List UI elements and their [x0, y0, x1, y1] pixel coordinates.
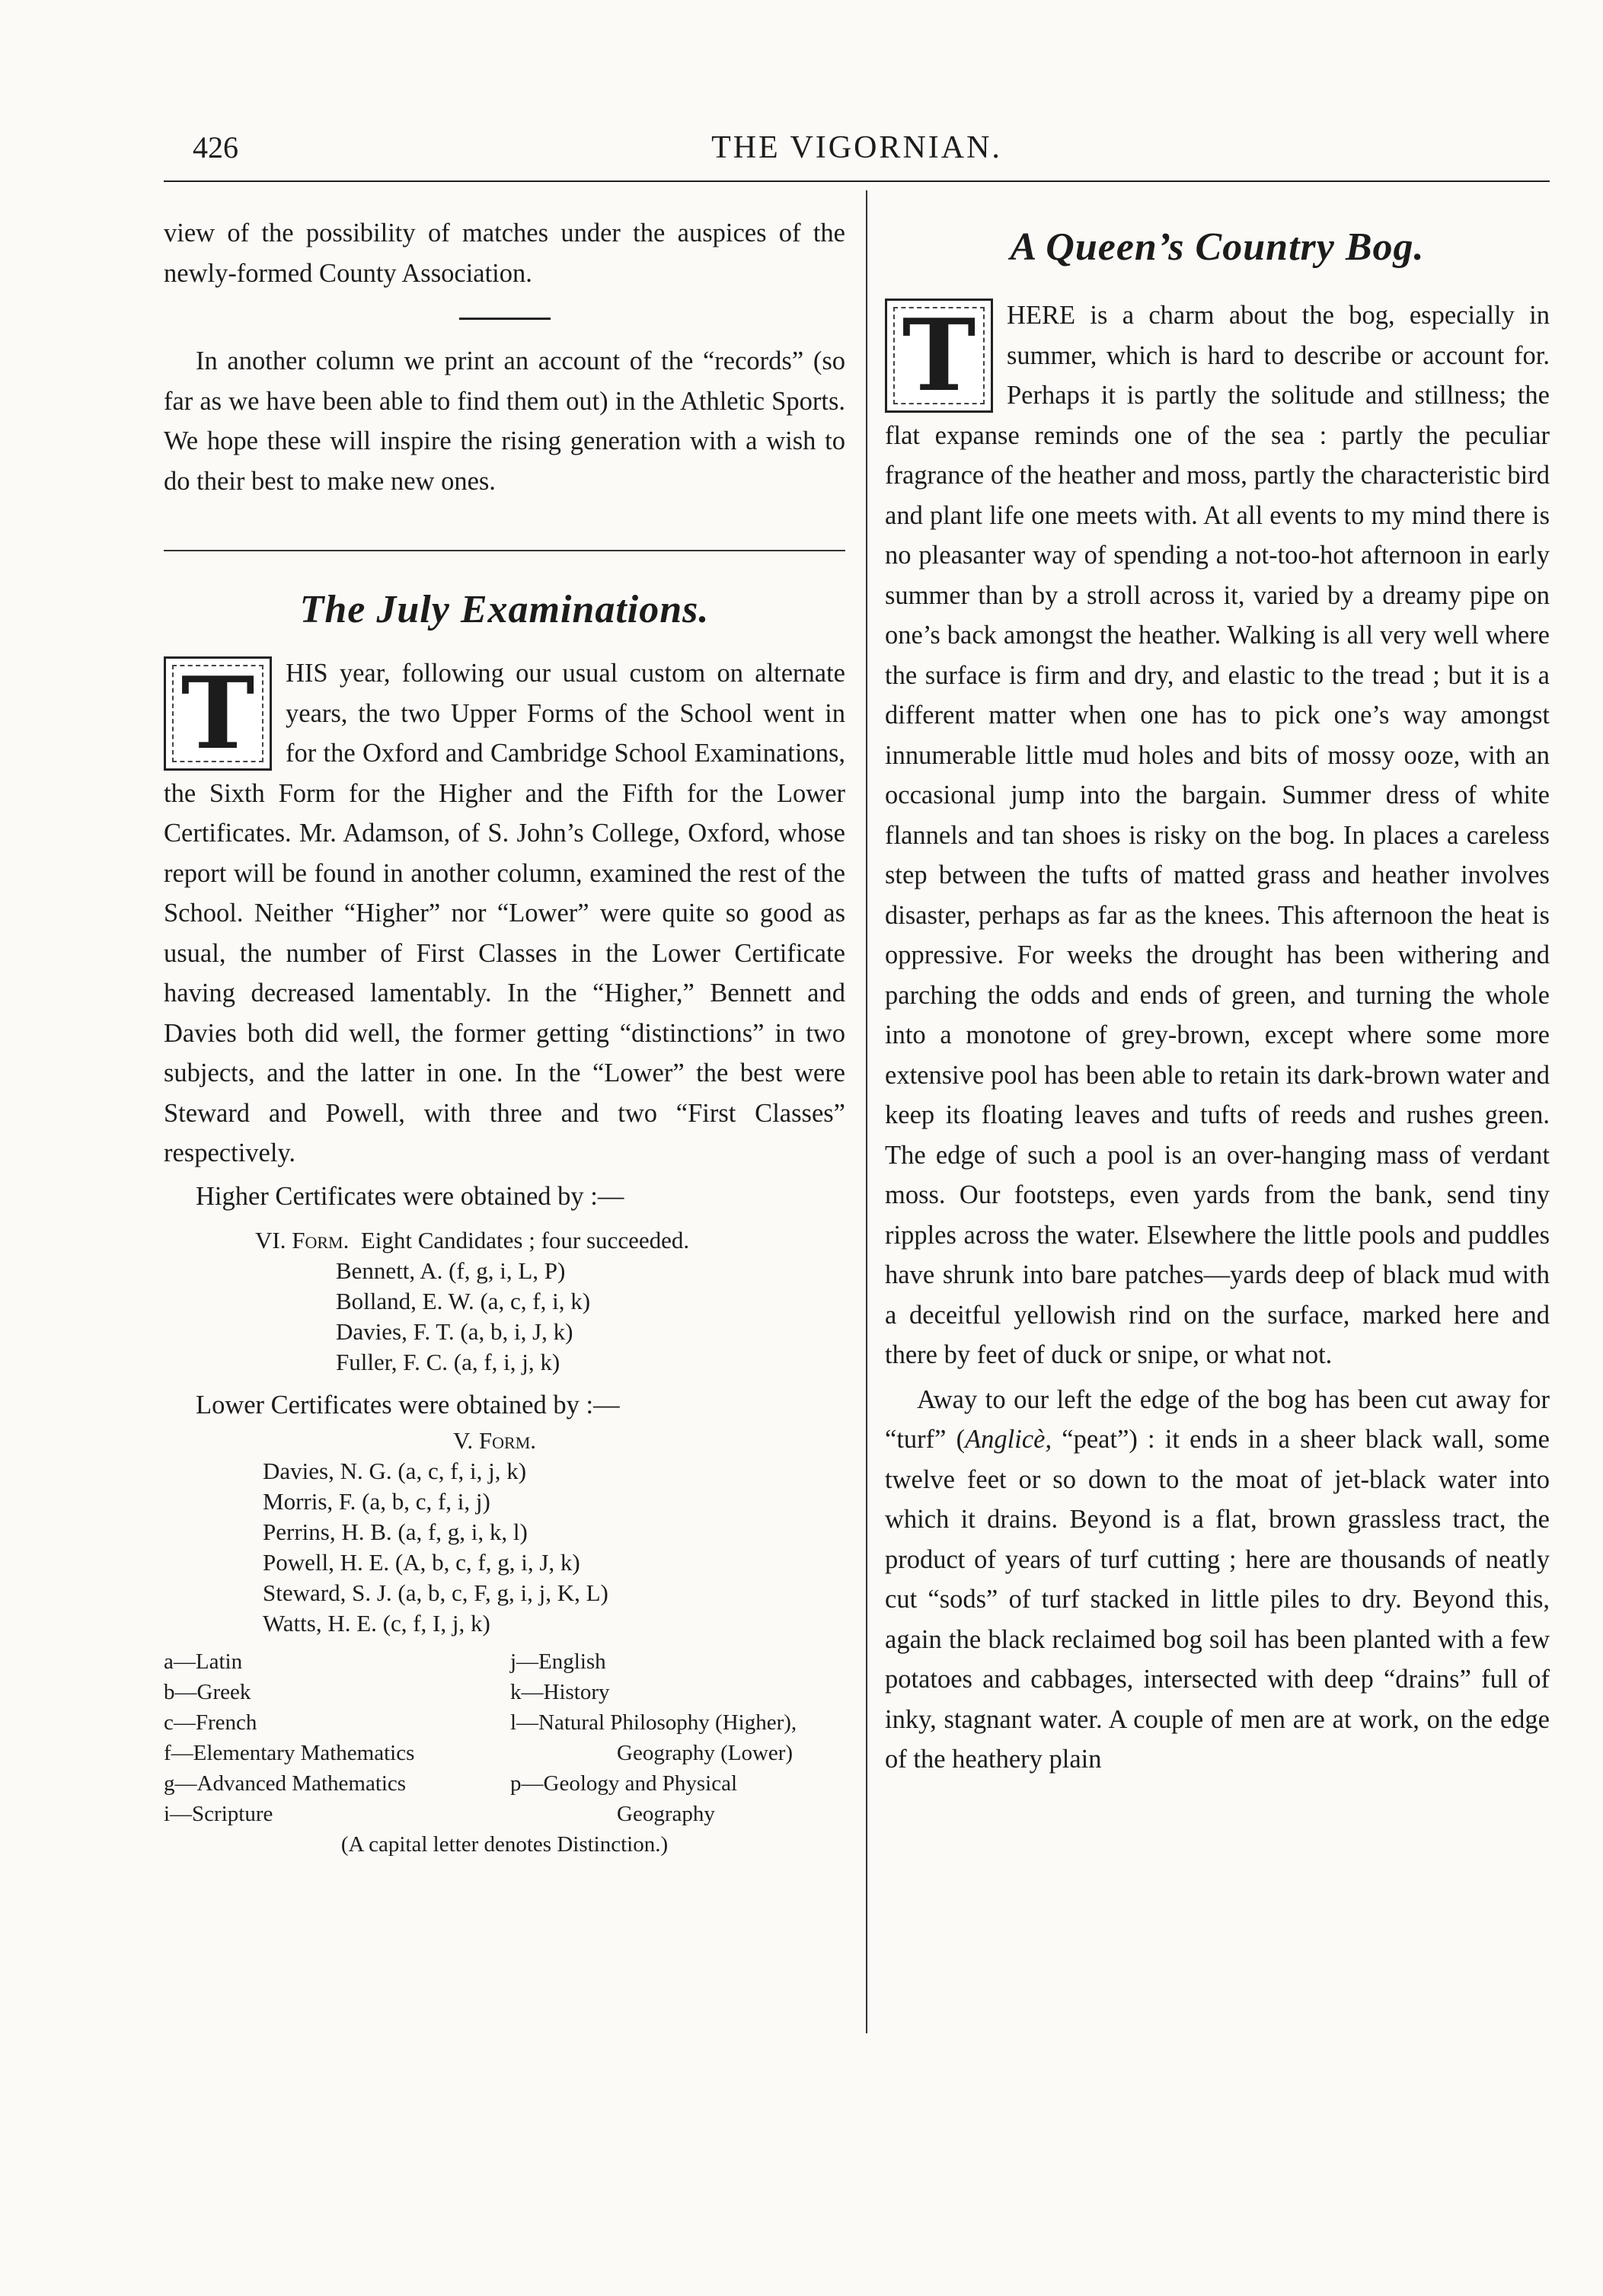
key-item: g—Advanced Mathematics [164, 1771, 407, 1796]
continued-paragraph: view of the possibility of matches under the auspices of the newly-formed County Association. [164, 219, 845, 288]
dropcap-letter: T [902, 297, 976, 414]
key-item: p—Geology and Physical [510, 1771, 738, 1796]
vi-form-label: VI. Form. [255, 1227, 350, 1253]
column-divider [866, 190, 867, 2033]
records-paragraph: In another column we print an account of the “records” (so far as we have been able to find them out) in the Athletic Sports. We hope these will inspire the rising generation with a wish to do their best to make new ones. [164, 346, 845, 496]
list-item: Perrins, H. B. (a, f, g, i, k, l) [263, 1518, 528, 1545]
bog-paragraph-1-text: HERE is a charm about the bog, especially in summer, which is hard to describe or account for. Perhaps it is partly the solitude and stillness; the flat expanse reminds one of the sea : partly the peculiar fragrance of the heather and moss, partly the characteristic bird and plant life one meets with. At all events to my mind there is no pleasanter way of spending a not-too-hot afternoon in early summer than by a stroll across it, varied by a dreamy pipe on one’s back amongst the heather. Walking is all very well where the surface is firm and dry, and elastic to the tread ; but it is a different matter when one has to pick one’s way amongst innumerable little mud holes and bits of mossy ooze, with an occasional jump into the bargain. Summer dress of white flannels and tan shoes is risky on the bog. In places a careless step between the tufts of matted grass and heather involves disaster, perhaps as far as the knees. This afternoon the heat is oppressive. For weeks the drought has been withering and parching the odds and ends of green, and turning the whole into a monotone of grey-brown, except where some more extensive pool has been able to retain its dark-brown water and keep its floating leaves and tufts of reeds and rushes green. The edge of such a pool is an over-hanging mass of verdant moss. Our footsteps, even yards from the bank, send tiny ripples across the water. Elsewhere the little pools and puddles have shrunk into bare patches—yards deep of black mud with a deceitful yellowish rind on the surface, marked here and there by feet of duck or snipe, or what not. [885, 301, 1550, 1369]
section-divider [164, 550, 845, 551]
dropcap-ornament [885, 299, 993, 413]
bog-paragraph-2 [885, 1380, 1550, 1780]
list-item: Bolland, E. W. (a, c, f, i, k) [336, 1288, 591, 1314]
list-item: Davies, N. G. (a, c, f, i, j, k) [263, 1457, 527, 1484]
vi-form-note: Eight Candidates ; four succeeded. [360, 1227, 690, 1253]
section-short-rule [459, 318, 551, 320]
key-item: i—Scripture [164, 1801, 273, 1826]
key-item: f—Elementary Mathematics [164, 1740, 415, 1765]
list-item: Morris, F. (a, b, c, f, i, j) [263, 1487, 490, 1515]
page-number: 426 [193, 130, 238, 164]
key-item: j—English [510, 1649, 606, 1674]
subject-key [164, 1646, 845, 1829]
bog-paragraph-1 [885, 295, 1550, 1375]
key-item: l—Natural Philosophy (Higher), [510, 1710, 797, 1735]
list-item: Bennett, A. (f, g, i, L, P) [336, 1257, 566, 1284]
subject-key-right [510, 1646, 845, 1829]
lower-results [164, 1426, 845, 1639]
left-column [164, 213, 845, 1860]
key-item: a—Latin [164, 1649, 243, 1674]
header-rule [164, 180, 1550, 182]
key-item: k—History [510, 1679, 610, 1704]
right-column [885, 213, 1550, 1780]
higher-intro: Higher Certificates were obtained by :— [196, 1181, 624, 1211]
dropcap-letter: T [180, 655, 255, 771]
running-title: THE VIGORNIAN. [711, 130, 1002, 165]
para2-anglice: Anglicè, [965, 1425, 1052, 1454]
dropcap-ornament [164, 656, 272, 771]
distinction-note: (A capital letter denotes Distinction.) [340, 1831, 669, 1857]
list-item: Davies, F. T. (a, b, i, J, k) [336, 1318, 573, 1345]
exam-paragraph [164, 653, 845, 1174]
vi-form-line [164, 1225, 845, 1256]
key-item: b—Greek [164, 1679, 251, 1704]
article-heading-bog: A Queen’s Country Bog. [1010, 225, 1425, 269]
list-item: Powell, H. E. (A, b, c, f, g, i, J, k) [263, 1548, 580, 1576]
subject-key-left [164, 1646, 484, 1829]
v-form-label: V. Form. [453, 1426, 537, 1454]
lower-intro: Lower Certificates were obtained by :— [196, 1391, 620, 1419]
article-heading-examinations: The July Examinations. [299, 588, 710, 631]
key-item-continued: Geography [617, 1801, 715, 1826]
list-item: Fuller, F. C. (a, f, i, j, k) [336, 1349, 560, 1375]
key-item: c—French [164, 1710, 257, 1735]
para2-text-b: “peat”) : it ends in a sheer black wall, some twelve feet or so down to the moat of jet-black water into which it drains. Beyond is a flat, brown grassless tract, the product of years of turf cutting ; here are thousands of neatly cut “sods” of turf stacked in little piles to dry. Beyond this, again the black reclaimed bog soil has been planted with a few potatoes and cabbages, intersected with deep “drains” full of inky, stagnant water. A couple of men are at work, on the edge of the heathery plain [885, 1425, 1550, 1774]
key-item-continued: Geography (Lower) [617, 1740, 794, 1765]
exam-paragraph-text: HIS year, following our usual custom on alternate years, the two Upper Forms of the School went in for the Oxford and Cambridge School Examinations, the Sixth Form for the Higher and the Fifth for the Lower Certificates. Mr. Adamson, of S. John’s College, Oxford, whose report will be found in another column, examined the rest of the School. Neither “Higher” nor “Lower” were quite so good as usual, the number of First Classes in the Lower Certificate having decreased lamentably. In the “Higher,” Bennett and Davies both did well, the former getting “distinctions” in two subjects, and the latter in one. In the “Lower” the best were Steward and Powell, with three and two “First Classes” respectively. [164, 659, 845, 1167]
higher-results [164, 1225, 845, 1378]
list-item: Watts, H. E. (c, f, I, j, k) [263, 1609, 490, 1637]
list-item: Steward, S. J. (a, b, c, F, g, i, j, K, L) [263, 1579, 608, 1606]
para2-text-a: Away to our left the edge of the bog has been cut away for “turf” ( [885, 1384, 1550, 1454]
